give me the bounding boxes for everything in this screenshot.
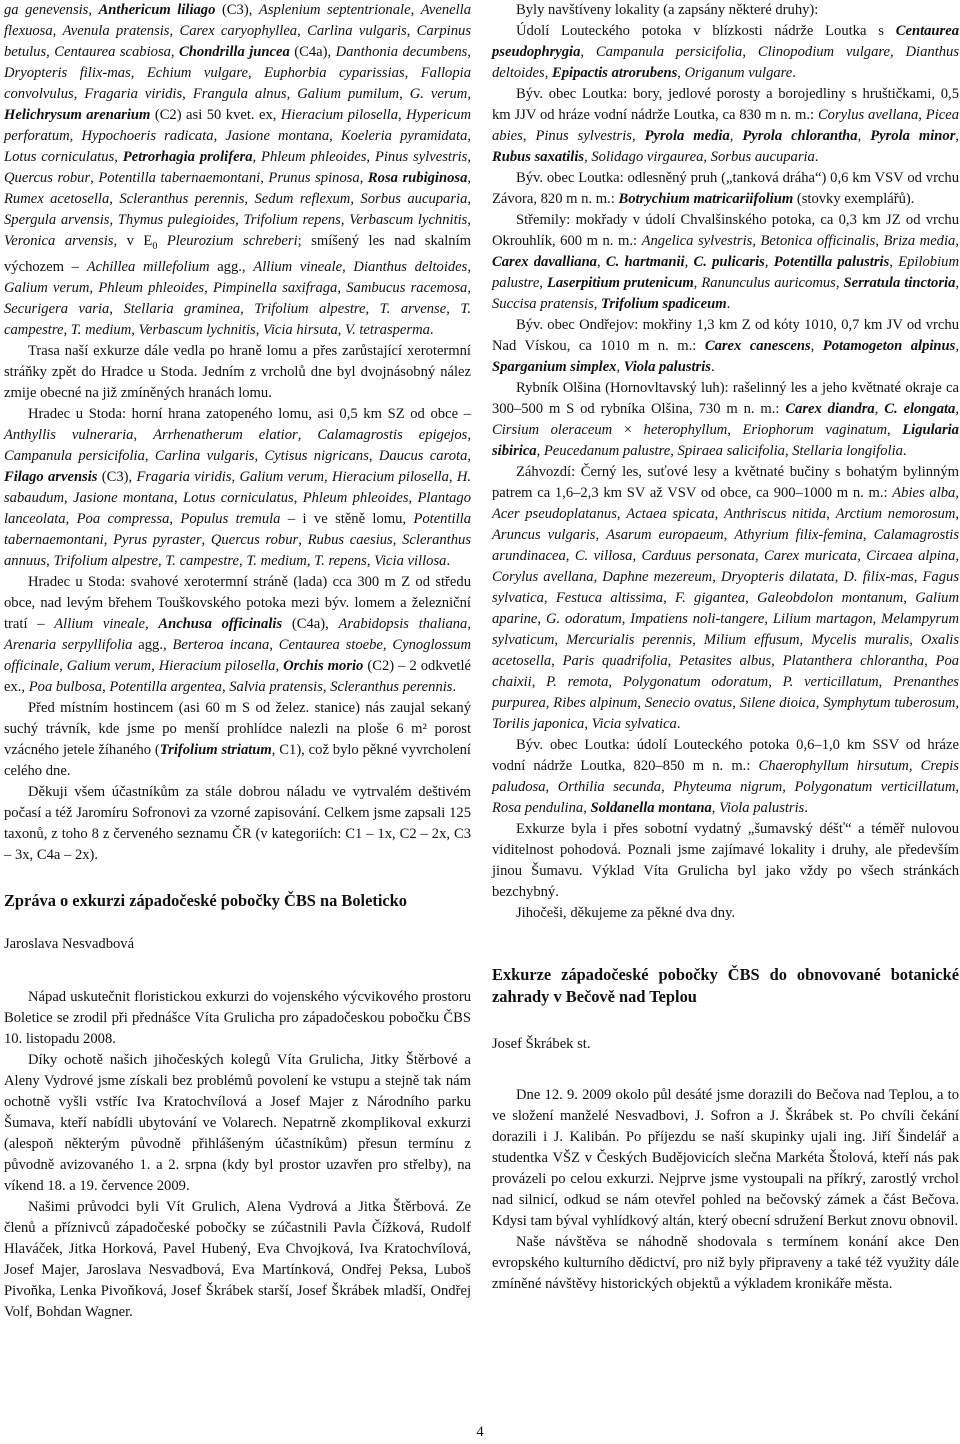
localities-intro: Byly navštíveny lokality (a zapsány některé druhy):	[516, 2, 819, 18]
trifolium-paragraph: Před místním hostincem (asi 60 m S od želez. stanice) nás zaujal sekaný suchý trávník, kde jsme po menší prohlídce nalezli na ploše 6 m² porost vzácného jetele žíhaného (Trifolium striatum, C1), což bylo pěkné vyvrcholení celého dne.	[4, 699, 471, 779]
locality-stremily: Střemily: mokřady v údolí Chvalšinského potoka, ca 0,3 km JZ od vrchu Okrouhlík, 600 m n. m.: Angelica sylvestris, Betonica officinalis, Briza media, Carex davalliana, C. hartmanii, C. pulicaris, Potentilla palustris, Epilobium palustre, Laserpitium prutenicum, Ranunculus auricomus, Serratula tinctoria, Succisa pratensis, Trifolium spadiceum.	[492, 212, 960, 312]
locality-zahvozdi: Záhvozdí: Černý les, suťové lesy a květnaté bučiny s bohatým bylinným patrem ca 1,6–2,3 km SV až VSV od obce, ca 900–1000 m n. m.: Abies alba, Acer pseudoplatanus, Actaea spicata, Anthriscus nitida, Arctium nemorosum, Aruncus vulgaris, Asarum europaeum, Athyrium filix-femina, Calamagrostis arundinacea, C. villosa, Carduus personata, Carex muricata, Circaea alpina, Corylus avellana, Daphne mezereum, Dryopteris dilatata, D. filix-mas, Fagus sylvatica, Festuca altissima, F. gigantea, Galeobdolon montanum, Galium aparine, G. odoratum, Impatiens noli-tangere, Lilium martagon, Melampyrum sylvaticum, Mercurialis perennis, Milium effusum, Mycelis muralis, Oxalis acetosella, Paris quadrifolia, Petasites albus, Platanthera chlorantha, Poa chaixii, P. remota, Polygonatum odoratum, P. verticillatum, Prenanthes purpurea, Ribes alpinum, Senecio ovatus, Silene dioica, Symphytum tuberosum, Torilis japonica, Vicia sylvatica.	[492, 464, 960, 732]
page-number: 4	[476, 1424, 484, 1440]
thanks-paragraph: Děkuji všem účastníkům za stále dobrou náladu ve vytrvalém deštivém počasí a též Jaromíru Sofronovi za vzorné zapisování. Celkem jsme zapsali 125 taxonů, z toho 8 z červeného seznamu ČR (v kategoriích: C1 – 1x, C2 – 2x, C3 – 3x, C4a – 2x).	[4, 783, 471, 863]
intro-paragraph: Nápad uskutečnit floristickou exkurzi do vojenského výcvikového prostoru Boletice se zrodil při přednášce Víta Grulicha pro západočeskou pobočku ČBS 10. listopadu 2008.	[4, 988, 471, 1047]
route-paragraph: Trasa naší exkurze dále vedla po hraně lomu a přes zarůstající xerotermní stráňky zpět do Hradce u Stoda. Jedním z vrcholů dne byl dvojnásobný nález zmije obecné na již zmíněných hranách lomu.	[4, 342, 471, 401]
participants-paragraph: Našimi průvodci byli Vít Grulich, Alena Vydrová a Jitka Štěrbová. Ze členů a příznivců západočeské pobočky se zúčastnili Pavla Čížková, Rudolf Hlaváček, Jitka Horková, Pavel Hubený, Eva Chvojková, Iva Kratochvílová, Josef Majer, Jaroslava Nesvadbová, Eva Martínková, Ondřej Peksa, Luboš Pivoňka, Lenka Pivoňková, Josef Škrábek starší, Josef Škrábek mladší, Ondřej Volf, Bohdan Wagner.	[4, 1198, 471, 1320]
article-title-becov: Exkurze západočeské pobočky ČBS do obnovované botanické zahrady v Bečově nad Teplou	[492, 965, 959, 1006]
locality-loutecky-potok: Údolí Louteckého potoka v blízkosti nádrže Loutka s Centaurea pseudophrygia, Campanula persicifolia, Clinopodium vulgare, Dianthus deltoides, Epipactis atrorubens, Origanum vulgare.	[492, 23, 960, 81]
becov-paragraph-1: Dne 12. 9. 2009 okolo půl desáté jsme dorazili do Bečova nad Teplou, a to ve složení manželé Nesvadbovi, J. Sofron a J. Škrábek st. Po chvíli čekání dorazili i J. Kalibán. Po příjezdu se naší skupinky ujali ing. Jiří Šindelář a studentka VŠZ v Českých Budějovicích slečna Markéta Štolová, kteří nás pak provázeli po celou exkurzi. Nejprve jsme vystoupali na příkrý, zarostlý vrchol nad silnicí, odkud se nám otevřel pohled na bečovský zámek a část Bečova. Kdysi tam býval vyhlídkový altán, který obecní sdružení Berkut znovu obnovil.	[492, 1087, 959, 1229]
summary-paragraph: Exkurze byla i přes sobotní vydatný „šumavský déšť“ a téměř nulovou viditelnost pohodová. Poznali jsme zajímavé lokality i druhy, ale především jinou Šumavu. Výklad Víta Grulicha byl jako vždy po všech stránkách bezchybný.	[492, 821, 959, 900]
article-title-boleticko: Zpráva o exkurzi západočeské pobočky ČBS na Boleticko	[4, 890, 407, 910]
article-author: Josef Škrábek st.	[492, 1036, 591, 1052]
left-column	[4, 0, 471, 1323]
locality-loutka-bory: Býv. obec Loutka: bory, jedlové porosty a borojedliny s hruštičkami, 0,5 km JJV od hráze vodní nádrže Loutka, ca 830 m n. m.: Corylus avellana, Picea abies, Pinus sylvestris, Pyrola media, Pyrola chlorantha, Pyrola minor, Rubus saxatilis, Solidago virgaurea, Sorbus aucuparia.	[492, 86, 960, 165]
species-list-paragraph: ga genevensis, Anthericum liliago (C3), Asplenium septentrionale, Avenella flexuosa, Avenula pratensis, Carex caryophyllea, Carlina vulgaris, Carpinus betulus, Centaurea scabiosa, Chondrilla juncea (C4a), Danthonia decumbens, Dryopteris filix-mas, Echium vulgare, Euphorbia cyparissias, Fallopia convolvulus, Fragaria viridis, Frangula alnus, Galium pumilum, G. verum, Helichrysum arenarium (C2) asi 50 kvet. ex, Hieracium pilosella, Hypericum perforatum, Hypochoeris radicata, Jasione montana, Koeleria pyramidata, Lotus corniculatus, Petrorhagia prolifera, Phleum phleoides, Pinus sylvestris, Quercus robur, Potentilla tabernaemontani, Prunus spinosa, Rosa rubiginosa, Rumex acetosella, Scleranthus perennis, Sedum reflexum, Sorbus aucuparia, Spergula arvensis, Thymus pulegioides, Trifolium repens, Verbascum lychnitis, Veronica arvensis, v $E_0$ Pleurozium schreberi; smíšený les nad skalním výchozem – Achillea millefolium agg., Allium vineale, Dianthus deltoides, Galium verum, Phleum phleoides, Pimpinella saxifraga, Sambucus racemosa, Securigera varia, Stellaria graminea, Trifolium alpestre, T. arvense, T. campestre, T. medium, Verbascum lychnitis, Vicia hirsuta, V. tetrasperma.	[4, 2, 472, 338]
becov-paragraph-2: Naše návštěva se náhodně shodovala s termínem konání akce Den evropského kulturního dědictví, pro niž byly připraveny a také též využity dále zmíněné návštěvy historických objektů a výkladem kronikáře města.	[492, 1234, 959, 1292]
locality-olsina: Rybník Olšina (Hornovltavský luh): rašelinný les a jeho květnaté okraje ca 300–500 m S od rybníka Olšina, 730 m n. m.: Carex diandra, C. elongata, Cirsium oleraceum × heterophyllum, Eriophorum vaginatum, Ligularia sibirica, Peucedanum palustre, Spiraea salicifolia, Stellaria longifolia.	[492, 380, 960, 459]
locality-ondrejov: Býv. obec Ondřejov: mokřiny 1,3 km Z od kóty 1010, 0,7 km JV od vrchu Nad Vískou, ca 1010 m n. m.: Carex canescens, Potamogeton alpinus, Sparganium simplex, Viola palustris.	[492, 317, 960, 375]
permission-paragraph: Díky ochotě našich jihočeských kolegů Víta Grulicha, Jitky Štěrbové a Aleny Vydrové jsme získali bez problémů povolení ke vstupu a stejně tak nám ochotně vyšli vstříc Iva Kratochvílová a Josef Majer z Národního parku Šumava, kteří nabídli ubytování ve Volarech. Nepatrně zkomplikoval exkurzi (alespoň některým původně přihlášeným účastníkům) přesun termínu z původně avizovaného 1. a 2. srpna (kdy byl prostor uzavřen pro střelby), na víkend 18. a 19. července 2009.	[4, 1051, 471, 1194]
locality-slopes-paragraph: Hradec u Stoda: svahové xerotermní stráně (lada) cca 300 m Z od středu obce, nad levým břehem Touškovského potoka mezi býv. lomem a železniční tratí – Allium vineale, Anchusa officinalis (C4a), Arabidopsis thaliana, Arenaria serpyllifolia agg., Berteroa incana, Centaurea stoebe, Cynoglossum officinale, Galium verum, Hieracium pilosella, Orchis morio (C2) – 2 odkvetlé ex., Poa bulbosa, Potentilla argentea, Salvia pratensis, Scleranthus perennis.	[4, 573, 472, 695]
locality-loutka-pruh: Býv. obec Loutka: odlesněný pruh („tanková dráha“) 0,6 km VSV od vrchu Závora, 820 m n. m.: Botrychium matricariifolium (stovky exemplářů).	[492, 170, 959, 207]
article-author: Jaroslava Nesvadbová	[4, 935, 135, 952]
locality-loutka-udoli: Býv. obec Loutka: údolí Louteckého potoka 0,6–1,0 km SSV od hráze vodní nádrže Loutka, 820–850 m n. m.: Chaerophyllum hirsutum, Crepis paludosa, Orthilia secunda, Phyteuma nigrum, Polygonatum verticillatum, Rosa pendulina, Soldanella montana, Viola palustris.	[492, 737, 960, 816]
locality-quarry-edge-paragraph: Hradec u Stoda: horní hrana zatopeného lomu, asi 0,5 km SZ od obce – Anthyllis vulneraria, Arrhenatherum elatior, Calamagrostis epigejos, Campanula persicifolia, Carlina vulgaris, Cytisus nigricans, Daucus carota, Filago arvensis (C3), Fragaria viridis, Galium verum, Hieracium pilosella, H. sabaudum, Jasione montana, Lotus corniculatus, Phleum phleoides, Plantago lanceolata, Poa compressa, Populus tremula – i ve stěně lomu, Potentilla tabernaemontani, Pyrus pyraster, Quercus robur, Rubus caesius, Scleranthus annuus, Trifolium alpestre, T. campestre, T. medium, T. repens, Vicia villosa.	[4, 405, 472, 569]
closing-paragraph: Jihočeši, děkujeme za pěkné dva dny.	[516, 905, 736, 921]
right-column	[492, 0, 959, 1295]
